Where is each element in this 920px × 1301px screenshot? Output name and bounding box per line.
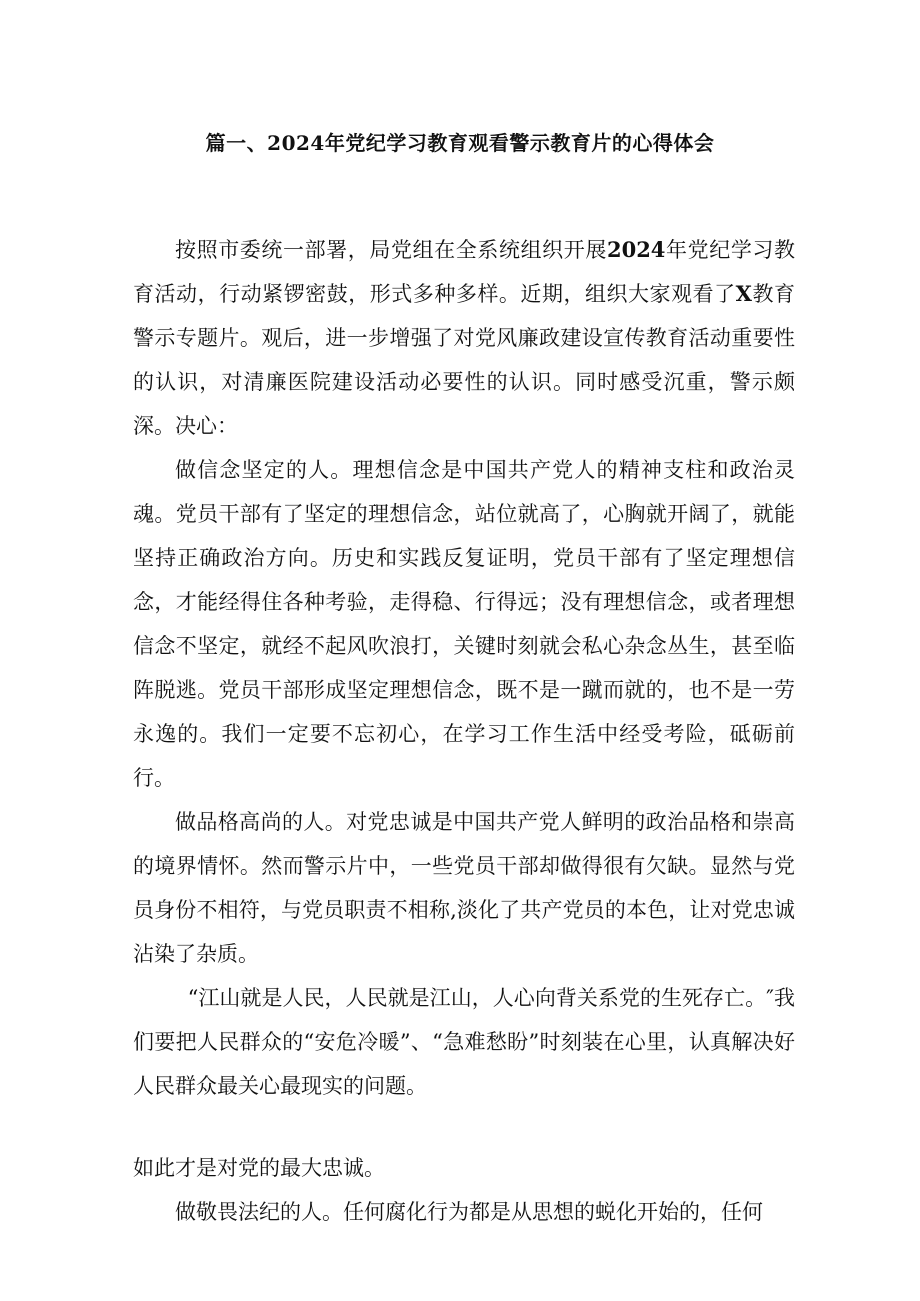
document-title: 篇一、2024年党纪学习教育观看警示教育片的心得体会 [205,131,715,155]
paragraph-text: 按照市委统一部署，局党组在全系统组织开展 [175,238,607,262]
paragraph-noble-character: 做品格高尚的人。对党忠诚是中国共产党人鲜明的政治品格和崇高的境界情怀。然而警示片中，一些党员干部却做得很有欠缺。显然与党员身份不相符，与党员职责不相称,淡化了共产党员的本色，让对党忠诚沾染了杂质。 [133,810,795,966]
paragraph-quote-people: “江山就是人民，人民就是江山，人心向背关系党的生死存亡。″我们要把人民群众的“安危冷暖”、“急难愁盼”时刻装在心里，认真解决好人民群众最关心最现实的问题。 [133,986,795,1098]
document-body [133,228,795,1234]
paragraph-firm-belief: 做信念坚定的人。理想信念是中国共产党人的精神支柱和政治灵魂。党员干部有了坚定的理想信念，站位就高了，心胸就开阔了，就能坚持正确政治方向。历史和实践反复证明，党员干部有了坚定理想信念，才能经得住各种考验，走得稳、行得远；没有理想信念，或者理想信念不坚定，就经不起风吹浪打，关键时刻就会私心杂念丛生，甚至临阵脱逃。党员干部形成坚定理想信念，既不是一蹴而就的，也不是一劳永逸的。我们一定要不忘初心，在学习工作生活中经受考险，砥砺前行。 [133,458,795,790]
film-placeholder: X [735,281,752,306]
paragraph-respect-law: 做敬畏法纪的人。任何腐化行为都是从思想的蜕化开始的，任何 [175,1200,763,1224]
year-number: 2024 [606,237,666,262]
paragraph-deployment [133,228,795,448]
paragraph-text: 教育警示专题片。观后，进一步增强了对党风廉政建设宣传教育活动重要性的认识，对清廉医院建设活动必要性的认识。同时感受沉重，警示颇深。决心： [133,282,795,438]
paragraph-text: 年党纪学习教育活动，行动紧锣密鼓，形式多种多样。近期，组织大家观看了 [133,238,796,306]
paragraph-loyalty: 如此才是对党的最大忠诚。 [133,1156,385,1180]
